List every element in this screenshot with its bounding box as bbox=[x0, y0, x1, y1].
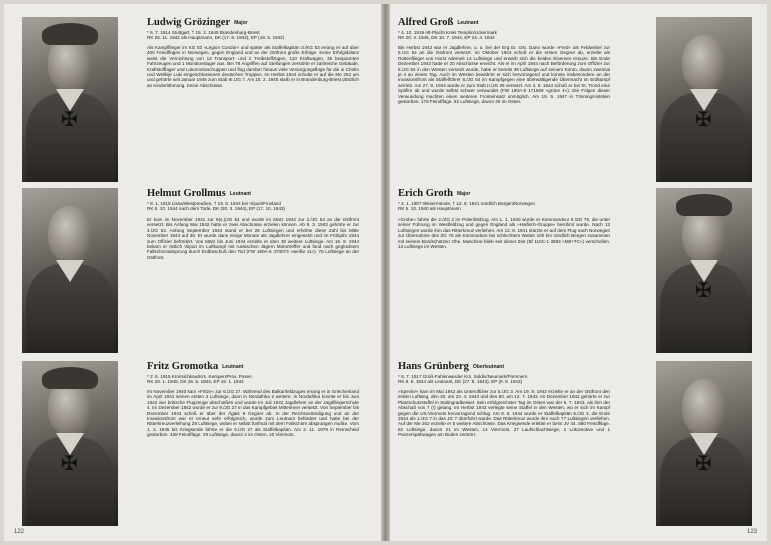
iron-cross-icon: ✠ bbox=[695, 278, 712, 302]
page-number: 122 bbox=[14, 529, 25, 535]
portrait-photo bbox=[22, 17, 118, 182]
rank-label: Leutnant bbox=[457, 20, 479, 26]
portrait-cap bbox=[42, 367, 98, 389]
rank-label: Leutnant bbox=[229, 191, 251, 197]
iron-cross-icon: ✠ bbox=[61, 107, 78, 131]
entry-biography bbox=[147, 45, 359, 88]
rank-label: Major bbox=[234, 20, 248, 26]
entry-name bbox=[398, 361, 504, 372]
biography-text: Im November 1940 kam »Fritze« zur 6./JG 27. Während des Balkanfeldzuges errang er in Griechenland im April 1941 seinen ersten 3 Luftsiege, dann in Nordafrika 2 weitere. In Nordafrika konnte er bis Juni 1942 vier britische Flugzeuge abschießen und wurde im Juli 1942 Jagdlehrer an der Jagdfliegerschule 4. Im Dezember 1942 wurde er zur 9./JG 27 in das Kampfgebiet Mittelmeer versetzt. Von September bis Dezember 1943 schoß er über der Ägäis 9 Gegner ab. In der Reichsverteidigung und an der Invasionsfront war er erneut sehr erfolgreich, wurde zum Leutnant befördert und hatte bei der Ritterkreuzverleihung 29 Luftsiege, wobei er selbst fünfmal mit dem Fallschirm absprangen mußte. Vom 1. 2. 1945 bis Kriegsende führte er die 9./JG 27 als Staffelkapitän. Am 2. 11. 1979 in Remscheid gestorben. 438 Feindflüge. 29 Luftsiege, davon 2 im Osten, 10 Viermots. bbox=[147, 389, 359, 438]
entry-name bbox=[398, 17, 478, 28]
portrait-head bbox=[682, 35, 726, 91]
book-gutter bbox=[381, 4, 390, 541]
award-line: RK 5. 10. 1940 als Hauptmann bbox=[398, 206, 461, 212]
birth-death-line: * 4. 10. 1919 Alt-Placht Kreis Templin/Uckermark bbox=[398, 30, 497, 35]
name-text: Fritz Gromotka bbox=[147, 361, 219, 372]
biography-text: Bis Herbst 1943 war er Jagdlehrer, u. a. bei der Erg.Gr. Ost. Dann wurde »Fred« als Feldwebel zur 5./JG 54 an die Ostfront versetzt. Im Oktober 1943 schoß er die ersten Gegner ab, erzielte als Rottenflieger von Horst Ademeit 14 Luftsiege und erwarb sich die beiden Eisernen Kreuze. Bis Ende Dezember 1943 hatte er 20 Abschüsse erreicht. Als er im April 1944 nach Beförderung zum Offizier zur 5./JG 54 in den Westen versetzt wurde, hatte er bereits 39 Luftsiege auf seinem Konto, davon zweimal je 4 an einem Tag. Auch im Westen bewährte er sich hervorragend und konnte insbesondere an der Invasionsfront als Staffelführer 8./JG 54 im Kampfgegen eine überwältigende Übermacht im Erdkampf zerrieb. Am 27. 8. 1944 wurde er zum Stab II./JG 26 versetzt. Am 3. 9. 1944 schoß er bei St. Trond eine Spitfire ab und wurde selbst schwer verwundet (FW 190A-8 171569 »grüne 4«). Die Folgen dieser Verwundung machten einen weiteren Fronteinsatz unmöglich. Am 19. 9. 1947 in Tönning/Holstein gestorben. 175 Feindflüge. 52 Luftsiege, davon 39 im Osten. bbox=[398, 45, 610, 105]
entry-biography bbox=[147, 217, 359, 260]
entry-meta bbox=[398, 30, 608, 41]
birth-death-line: * 8. 1. 1918 Lissa/Westpreußen, † 19. 8. 1944 bei Viipuri/Finnland bbox=[147, 201, 281, 206]
portrait-photo bbox=[656, 188, 752, 353]
entry-meta bbox=[147, 201, 357, 212]
birth-death-line: * 6. 7. 1914 Stuttgart, † 15. 2. 1945 Brandenburg-Briest bbox=[147, 30, 260, 35]
iron-cross-icon: ✠ bbox=[695, 107, 712, 131]
name-text: Ludwig Grözinger bbox=[147, 17, 231, 28]
iron-cross-icon: ✠ bbox=[695, 451, 712, 475]
left-page bbox=[4, 4, 381, 541]
name-text: Helmut Grollmus bbox=[147, 188, 226, 199]
portrait-head bbox=[682, 379, 726, 435]
award-line: RK 28. 1. 1945, DK 25. 5. 1944, EP 19. 1. 1944 bbox=[147, 379, 244, 385]
entry-name bbox=[398, 188, 470, 199]
name-text: Alfred Groß bbox=[398, 17, 454, 28]
rank-label: Oberleutnant bbox=[472, 364, 505, 370]
portrait-photo bbox=[656, 17, 752, 182]
biography-text: »Grobe« führte die 2./ZG 2 im Polenfeldzug. Am 1. 1. 1940 wurde er Kommandeur II./ZG 76, die unter seiner Führung im Westfeldzug und gegen England als »Haifisch-Gruppe« berühmt wurde. Nach 12 Luftsiegen wurde ihm das Ritterkreuz verliehen. Am 12. 8. 1941 stürzte er auf dem Flug nach Norwegen zur Übernahme des ZG 76 als Kommodore bei schlechtem Wetter 100 km nördlich Bergen zusammen mit seinem Bordschützen Ohe. Maschine blieb seit dieser Zeit (Bf 110C-1 3883 »M8+TC«) verschollen. 13 Luftsiege im Westen. bbox=[398, 217, 610, 250]
biography-text: »Specke« kam im Mai 1942 als Unteroffizier zur 5./JG 3. Am 19. 8. 1942 erzielte er an der Ostfront den ersten Luftsieg, den 20. am 23. 4. 1943 und den 50. am 12. 7. 1943. Im Dezember 1942 gehörte er zur Platzschutzstaffel in Stalingradkessel. Sein erfolgreichster Tag im Osten war der 5. 7. 1943, als ihm der Abschuß von 7 (!) gelang. Im Herbst 1943 verlegte seine Staffel in den Westen, wo er sich im Kampf gegen die US-Viermots hervorragend schlug. Am 8. 5. 1944 wurde er Staffelkapitän 5./JG 3, die Ende 1944 als 1./JG 7 in das JG 7 überführt wurde. Das Ritterkreuz wurde ihm nach 77 Luftsiegen verliehen. Auf der Me 262 erzielte er 5 weitere Abschüsse. Das Kriegsende erlebte er beim JV 44. 550 Feindflüge. 82 Luftsiege, davon 21 im Westen, 14 Viermots, 27 Laufschlachtsiege, 1 Lokomotive und 1 Panzerspähwagen am Boden zerstört. bbox=[398, 389, 610, 438]
page-number: 123 bbox=[746, 529, 757, 535]
portrait-photo bbox=[656, 361, 752, 526]
birth-death-line: * 8. 7. 1917 Groß-Fahlenwerder Krs. Soldin/Neumark/Pommern bbox=[398, 374, 528, 379]
portrait-head bbox=[48, 206, 92, 262]
award-line: RK 8. 6. 1944 als Leutnant, DK (27. 8. 1943), EP (9. 8. 1943) bbox=[398, 379, 523, 385]
entry-name bbox=[147, 188, 251, 199]
entry-biography bbox=[398, 389, 610, 438]
biography-text: Als Kampfflieger im KG 53 »Legion Condor« und später als Staffelkapitän 3./KG 53 errang er auf über 400 Feindflügen in Norwegen, gegen England und an der Ostfront große Erfolge. Seine Erfolgsbilanz weist die Vernichtung von 13 Transport- und 2 Treibstoffzügen, 110 Kraftwagen, 35 bespannten Fahrzeugen und 1 Munitionslager aus. Bei 78 Angriffen auf Stellungen zerstörte er zahlreiche Gebäude, Kraftstofflager und Lokomotivschuppen und flog darüber hinaus viele Versorgungsflüge für die in Cholm und Welikije Luki eingeschlossenen deutschen Truppen. Im Herbst 1944 schulte er auf die Me 262 um und gehörte seit Januar 1945 zum Stab III./JG 7. Am 15. 2. 1945 starb er in Brandenburg-Briest plötzlich an Kinderlähmung. Keine Abschüsse. bbox=[147, 45, 359, 88]
right-page bbox=[390, 4, 767, 541]
birth-death-line: * 2. 6. 1915 Kronsichkow/Krs. Kempen/Prov. Posen bbox=[147, 374, 252, 379]
award-line: RK 20. 4. 1945, DK 10. 7. 1944, EP 24. 4. 1944 bbox=[398, 35, 495, 41]
birth-death-line: * 4. 1. 1907 Wesermünde, † 12. 8. 1941 nördlich Bergen/Norwegen bbox=[398, 201, 536, 206]
portrait-cap bbox=[42, 23, 98, 45]
name-text: Hans Grünberg bbox=[398, 361, 469, 372]
portrait-cap bbox=[676, 194, 732, 216]
entry-biography bbox=[398, 45, 610, 104]
entry-biography bbox=[147, 389, 359, 438]
rank-label: Major bbox=[456, 191, 471, 197]
rank-label: Leutnant bbox=[222, 364, 244, 370]
entry-meta bbox=[398, 374, 608, 385]
entry-meta bbox=[147, 374, 357, 385]
entry-meta bbox=[147, 30, 357, 41]
biography-text: Er kam im November 1941 zur 6(s.)/JG 54 und wurde im März 1942 zur 2./JG 54 an die Ostfront versetzt. Bis Anfang Mai 1942 hatte er zwei Abschüsse erzielen können. Ab 8. 3. 1943 gehörte er zur 4./JG 54. Anfang September 1943 stand er bei 26 Luftsiegen und erhöhte diese Zahl bis Mitte November 1943 auf 39. Er wurde dann einige Monate als Jagdlehrer eingesetzt und im Frühjahr 1944 zum Offizier befördert. Von März bis Juni 1944 erzielte er über 30 weitere Luftsiege. Am 19. 8. 1944 bekam er östlich Viipuri im Luftkampf mit russischen Jägern Motortreffer und fand nach geglücktem Fallschirmabsprung durch Erdbeschuß den Tod (FW 190A-6 470073 »weiße 11«). 75 Luftsiege an der Ostfront. bbox=[147, 217, 359, 260]
entry-biography bbox=[398, 217, 610, 249]
award-line: RK 25. 11. 1942 als Hauptmann, DK (17. 8. 1942), EP (18. 5. 1942) bbox=[147, 35, 285, 41]
name-text: Erich Groth bbox=[398, 188, 453, 199]
award-line: RK 6. 10. 1944 nach dem Tode, DK (20. 3. 1944), EP (17. 10. 1943) bbox=[147, 206, 285, 212]
iron-cross-icon: ✠ bbox=[61, 451, 78, 475]
portrait-photo bbox=[22, 188, 118, 353]
entry-name bbox=[147, 17, 247, 28]
entry-name bbox=[147, 361, 243, 372]
portrait-photo bbox=[22, 361, 118, 526]
entry-meta bbox=[398, 201, 608, 212]
